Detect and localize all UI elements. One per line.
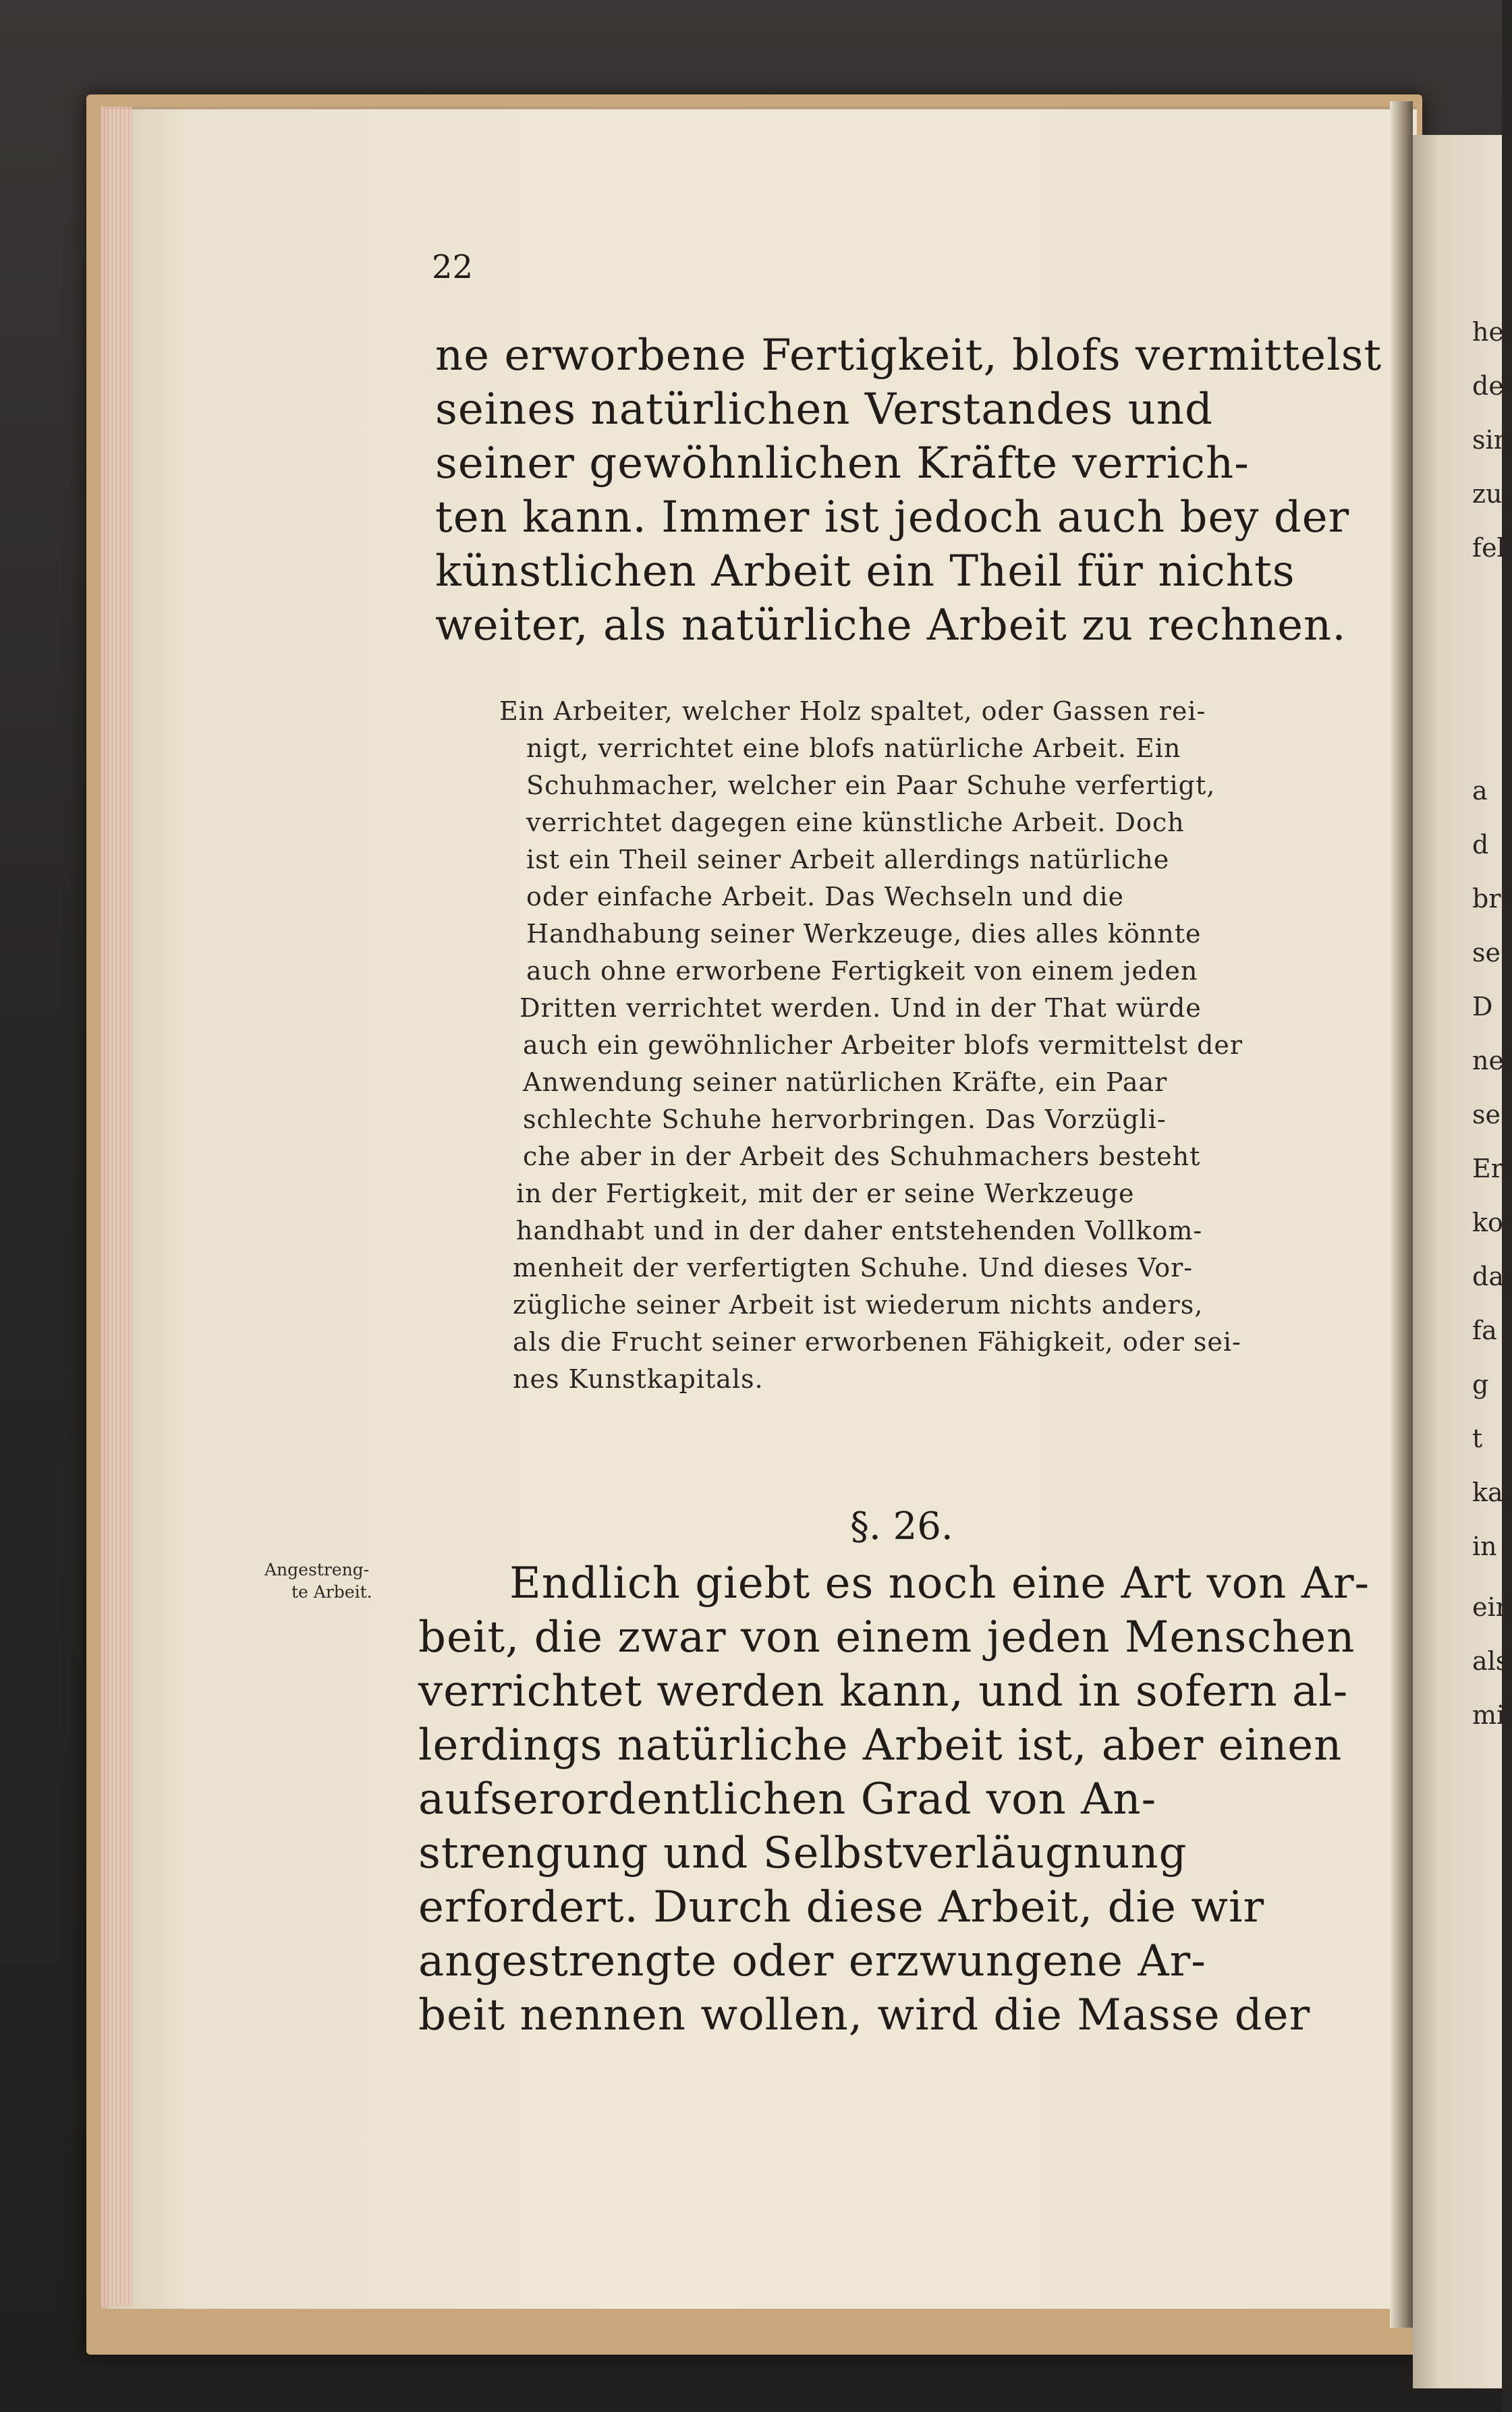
text-line: verrichtet werden kann, und in sofern al- — [418, 1666, 1349, 1716]
note-line: Dritten verrichtet werden. Und in der That würde — [520, 993, 1202, 1023]
note-line: auch ohne erworbene Fertigkeit von einem jeden — [526, 956, 1198, 986]
text-line: künstlichen Arbeit ein Theil für nichts — [435, 546, 1295, 596]
book-gutter — [1390, 101, 1413, 2328]
note-line: schlechte Schuhe hervorbringen. Das Vorzügli- — [523, 1104, 1167, 1134]
fragment: br — [1472, 884, 1501, 914]
text-line: seines natürlichen Verstandes und — [435, 385, 1213, 434]
fragment: se — [1472, 938, 1501, 967]
text-line: seiner gewöhnlichen Kräfte verrich- — [435, 439, 1250, 488]
text-line: ten kann. Immer ist jedoch auch bey der — [435, 493, 1350, 542]
fragment: D — [1472, 992, 1493, 1021]
note-line: in der Fertigkeit, mit der er seine Werkzeuge — [516, 1179, 1135, 1208]
fragment: fa — [1472, 1316, 1497, 1345]
fragment: d — [1472, 830, 1489, 860]
text-line: angestrengte oder erzwungene Ar- — [418, 1936, 1206, 1986]
text-line: weiter, als natürliche Arbeit zu rechnen. — [435, 600, 1347, 650]
note-line: nigt, verrichtet eine blofs natürliche Arbeit. Ein — [526, 733, 1181, 763]
margin-note-line: Angestreng- — [264, 1560, 370, 1579]
fragment: als — [1472, 1646, 1509, 1676]
note-line: Anwendung seiner natürlichen Kräfte, ein Paar — [523, 1067, 1168, 1097]
note-line: als die Frucht seiner erworbenen Fähigkeit, oder sei- — [513, 1327, 1241, 1357]
fragment: de — [1472, 371, 1504, 401]
text-line: beit nennen wollen, wird die Masse der — [418, 1990, 1311, 2040]
note-line: auch ein gewöhnlicher Arbeiter blofs vermittelst der — [523, 1030, 1243, 1060]
note-line: che aber in der Arbeit des Schuhmachers besteht — [523, 1142, 1201, 1171]
note-line: zügliche seiner Arbeit ist wiederum nichts anders, — [513, 1290, 1204, 1320]
page-edges — [101, 107, 132, 2306]
section-heading: §. 26. — [850, 1505, 953, 1548]
note-line: Schuhmacher, welcher ein Paar Schuhe verfertigt, — [526, 770, 1216, 800]
fragment: sin — [1472, 425, 1511, 455]
page-number: 22 — [432, 248, 474, 286]
fragment: mi — [1472, 1700, 1505, 1730]
fragment: ka — [1472, 1478, 1503, 1507]
text-line: ne erworbene Fertigkeit, blofs vermittelst — [435, 331, 1382, 381]
fragment: a — [1472, 776, 1488, 806]
note-line: menheit der verfertigten Schuhe. Und dieses Vor- — [513, 1253, 1194, 1283]
note-line: handhabt und in der daher entstehenden Vollkom- — [516, 1216, 1203, 1245]
note-line: ist ein Theil seiner Arbeit allerdings natürliche — [526, 845, 1170, 874]
note-line: verrichtet dagegen eine künstliche Arbeit. Doch — [526, 808, 1185, 837]
fragment: ne — [1472, 1046, 1504, 1075]
note-line: nes Kunstkapitals. — [513, 1364, 764, 1394]
fragment: zu — [1472, 479, 1503, 509]
fragment: t — [1472, 1424, 1483, 1453]
text-line: aufserordentlichen Grad von An- — [418, 1774, 1157, 1824]
note-line: Ein Arbeiter, welcher Holz spaltet, oder Gassen rei- — [499, 696, 1206, 726]
note-line: Handhabung seiner Werkzeuge, dies alles könnte — [526, 919, 1202, 949]
fragment: he — [1472, 317, 1504, 347]
fragment: se — [1472, 1100, 1501, 1129]
fragment: in — [1472, 1532, 1497, 1561]
fragment: Er — [1472, 1154, 1503, 1183]
fragment: ko — [1472, 1208, 1503, 1237]
fragment: fel — [1472, 533, 1505, 563]
note-line: oder einfache Arbeit. Das Wechseln und die — [526, 882, 1125, 911]
text-line: Endlich giebt es noch eine Art von Ar- — [509, 1559, 1370, 1608]
text-line: beit, die zwar von einem jeden Menschen — [418, 1612, 1355, 1662]
text-line: strengung und Selbstverläugnung — [418, 1828, 1187, 1878]
fragment: ein — [1472, 1592, 1512, 1622]
fragment: da — [1472, 1262, 1504, 1291]
fragment: g — [1472, 1370, 1489, 1399]
text-line: erfordert. Durch diese Arbeit, die wir — [418, 1882, 1265, 1932]
margin-note-line: te Arbeit. — [291, 1582, 372, 1602]
text-line: lerdings natürliche Arbeit ist, aber einen — [418, 1720, 1343, 1770]
